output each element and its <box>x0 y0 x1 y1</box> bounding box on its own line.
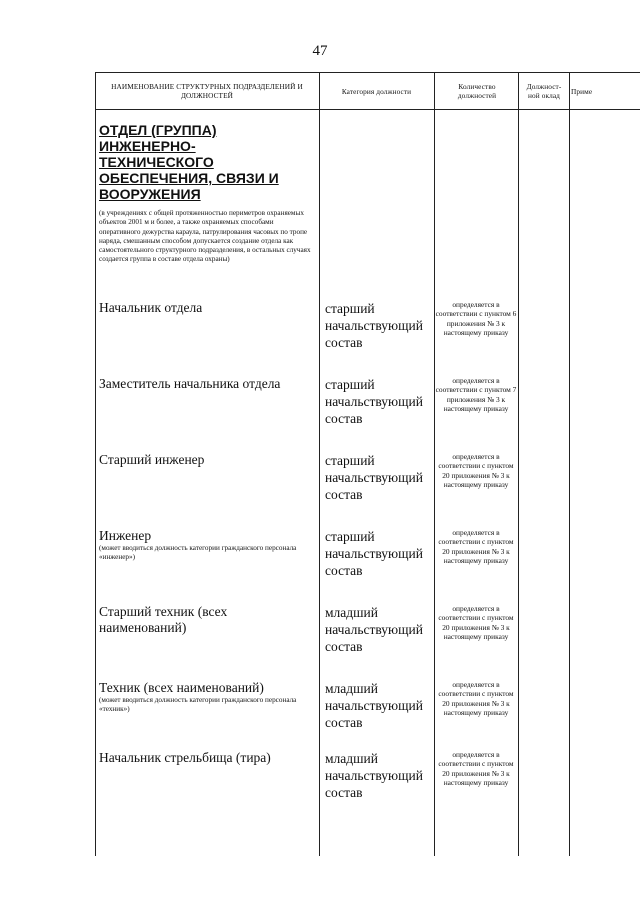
col-border-category <box>319 72 320 856</box>
page-number: 47 <box>312 43 328 59</box>
section-title: ОТДЕЛ (ГРУППА) ИНЖЕНЕРНО-ТЕХНИЧЕСКОГО ОБЕСПЕЧЕНИЯ, СВЯЗИ И ВООРУЖЕНИЯ <box>99 122 279 202</box>
header-bottom-border <box>95 109 640 110</box>
position-category: старший начальствующий состав <box>325 453 423 502</box>
header-quantity: Количество должностей <box>457 82 497 100</box>
position-name: Инженер <box>99 528 152 543</box>
header-salary: Должност-ной оклад <box>526 82 562 100</box>
position-name: Техник (всех наименований) <box>99 680 264 695</box>
staff-table <box>95 72 640 856</box>
position-name: Начальник стрельбища (тира) <box>99 750 271 765</box>
header-category: Категория должности <box>341 86 412 96</box>
header-note: Приме <box>571 86 593 96</box>
col-border-salary <box>518 72 519 856</box>
position-category: старший начальствующий состав <box>325 377 423 426</box>
col-border-left <box>95 72 96 856</box>
position-quantity: определяется в соответствии с пунктом 20 приложения № 3 к настоящему приказу <box>438 604 514 642</box>
position-quantity: определяется в соответствии с пунктом 7 приложения № 3 к настоящему приказу <box>435 376 517 414</box>
position-name: Начальник отдела <box>99 300 203 315</box>
position-quantity: определяется в соответствии с пунктом 20 приложения № 3 к настоящему приказу <box>438 750 514 788</box>
position-name: Заместитель начальника отдела <box>99 376 281 391</box>
header-name: НАИМЕНОВАНИЕ СТРУКТУРНЫХ ПОДРАЗДЕЛЕНИЙ И ДОЛЖНОСТЕЙ <box>111 82 303 100</box>
position-category: младший начальствующий состав <box>325 751 423 800</box>
position-name: Старший инженер <box>99 452 205 467</box>
position-quantity: определяется в соответствии с пунктом 20 приложения № 3 к настоящему приказу <box>438 452 514 490</box>
section-note: (в учреждениях с общей протяженностью периметров охраняемых объектов 2001 м и более, а также охраняемых способами оперативного дежурства караула, патрулирования часовых по тропе наряда, смешанным способом допускается создание отдела как самостоятельного структурного подразделения, в остальных случаях создается группа в составе отдела охраны) <box>99 209 311 264</box>
position-name: Старший техник (всех наименований) <box>99 604 228 635</box>
position-quantity: определяется в соответствии с пунктом 20 приложения № 3 к настоящему приказу <box>438 680 514 718</box>
position-note: (может вводиться должность категории гражданского персонала «инженер») <box>99 544 297 562</box>
position-category: младший начальствующий состав <box>325 681 423 730</box>
position-quantity: определяется в соответствии с пунктом 6 приложения № 3 к настоящему приказу <box>435 300 517 338</box>
position-category: старший начальствующий состав <box>325 301 423 350</box>
position-note: (может вводиться должность категории гражданского персонала «техник») <box>99 696 297 714</box>
col-border-note <box>569 72 570 856</box>
position-quantity: определяется в соответствии с пунктом 20 приложения № 3 к настоящему приказу <box>438 528 514 566</box>
position-category: старший начальствующий состав <box>325 529 423 578</box>
position-category: младший начальствующий состав <box>325 605 423 654</box>
